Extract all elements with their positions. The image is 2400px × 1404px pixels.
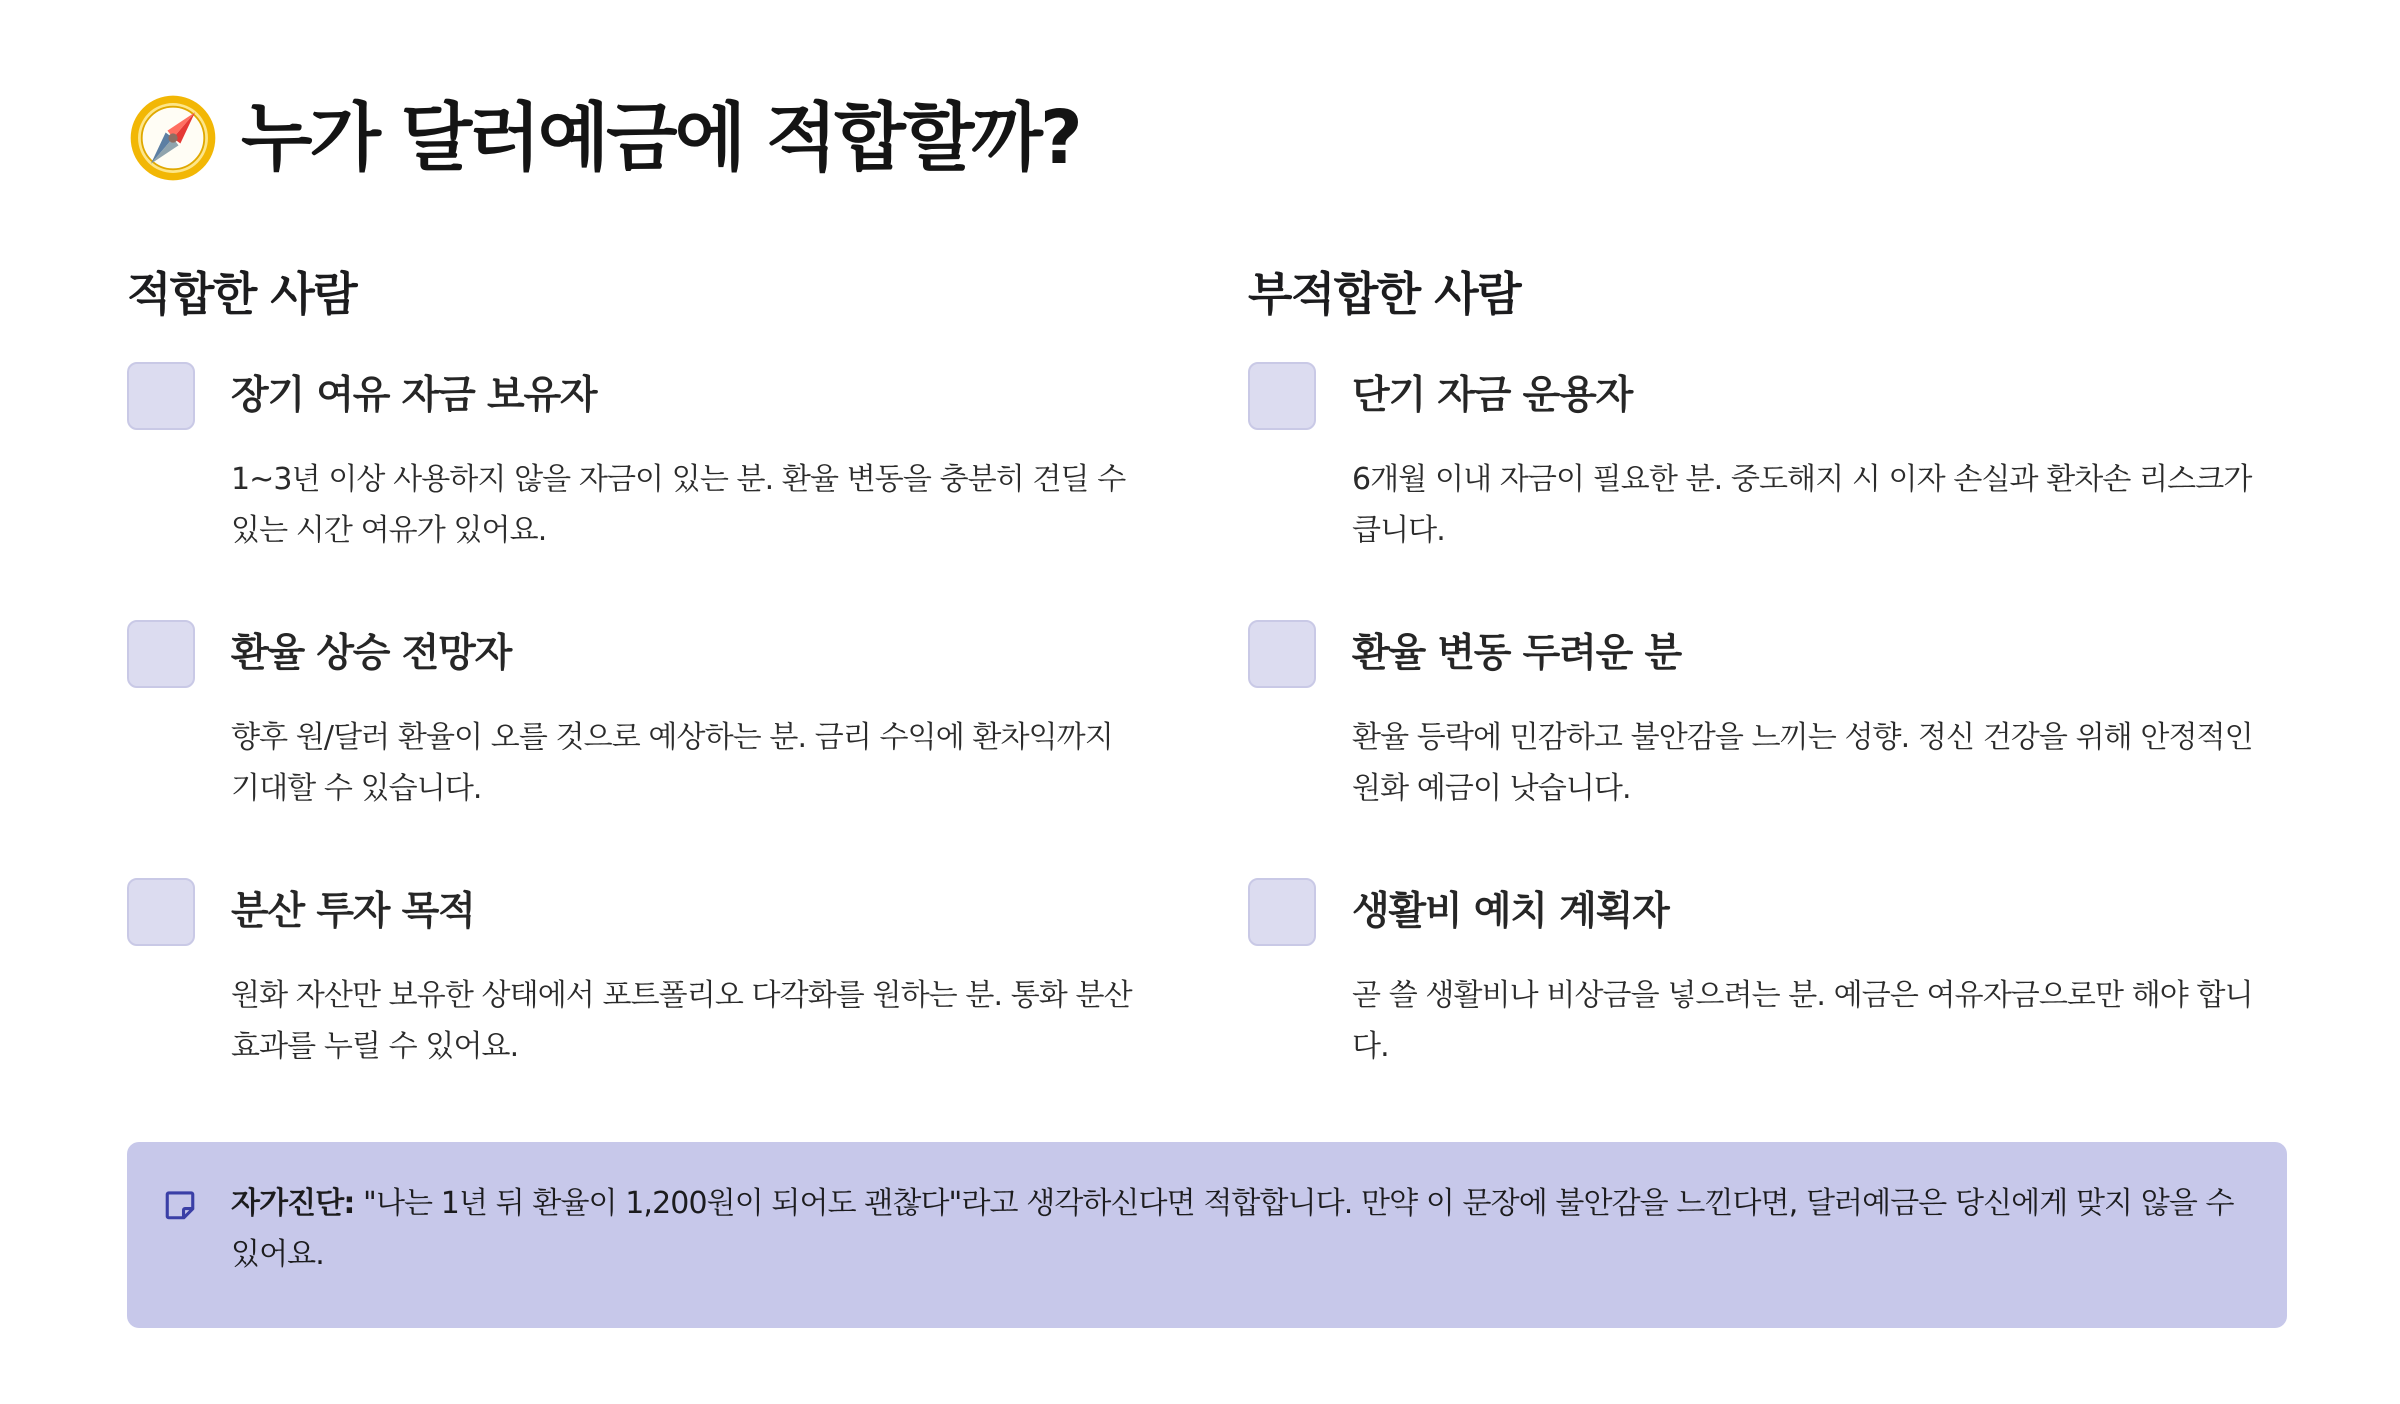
callout-body: "나는 1년 뒤 환율이 1,200원이 되어도 괜찮다"라고 생각하신다면 적합합니다. 만약 이 문장에 불안감을 느낀다면, 달러예금은 당신에게 맞지 않을 수 있어요.: [231, 1186, 2234, 1272]
page-title: 누가 달러예금에 적합할까?: [241, 95, 1080, 181]
item-title: 단기 자금 운용자: [1352, 373, 1633, 418]
title-row: [127, 88, 1080, 188]
item-description: 6개월 이내 자금이 필요한 분. 중도해지 시 이자 손실과 환차손 리스크가 큽니다.: [1352, 462, 2252, 548]
item-description: 향후 원/달러 환율이 오를 것으로 예상하는 분. 금리 수익에 환차익까지 기대할 수 있습니다.: [231, 720, 1113, 806]
item-description: 원화 자산만 보유한 상태에서 포트폴리오 다각화를 원하는 분. 통화 분산 효과를 누릴 수 있어요.: [231, 978, 1132, 1064]
item-icon-box: [127, 620, 195, 688]
note-icon: [163, 1188, 197, 1222]
suitable-column: [127, 262, 1177, 1064]
page: [127, 0, 2287, 1404]
unsuitable-heading: 부적합한 사람: [1248, 267, 1521, 321]
item-description: 1~3년 이상 사용하지 않을 자금이 있는 분. 환율 변동을 충분히 견딜 수 있는 시간 여유가 있어요.: [231, 462, 1126, 548]
suitable-item: [127, 620, 1177, 830]
item-title: 환율 상승 전망자: [231, 631, 512, 676]
item-description: 환율 등락에 민감하고 불안감을 느끼는 성향. 정신 건강을 위해 안정적인 원화 예금이 낫습니다.: [1352, 720, 2253, 806]
unsuitable-item: [1248, 620, 2298, 830]
item-title: 분산 투자 목적: [231, 889, 475, 934]
callout-label: 자가진단:: [231, 1186, 355, 1221]
item-icon-box: [127, 362, 195, 430]
unsuitable-item: [1248, 878, 2298, 1088]
item-title: 장기 여유 자금 보유자: [231, 373, 597, 418]
compass-icon: [127, 92, 219, 184]
suitable-item: [127, 362, 1177, 572]
self-check-callout: [127, 1142, 2287, 1328]
unsuitable-item: [1248, 362, 2298, 572]
item-icon-box: [1248, 878, 1316, 946]
suitable-heading: 적합한 사람: [127, 267, 357, 321]
item-icon-box: [1248, 362, 1316, 430]
item-description: 곧 쓸 생활비나 비상금을 넣으려는 분. 예금은 여유자금으로만 해야 합니다.: [1352, 978, 2253, 1064]
item-title: 환율 변동 두려운 분: [1352, 631, 1681, 676]
item-title: 생활비 예치 계획자: [1352, 889, 1669, 934]
callout-text: [231, 1178, 2241, 1280]
item-icon-box: [127, 878, 195, 946]
item-icon-box: [1248, 620, 1316, 688]
unsuitable-column: [1248, 262, 2298, 1064]
suitable-item: [127, 878, 1177, 1088]
